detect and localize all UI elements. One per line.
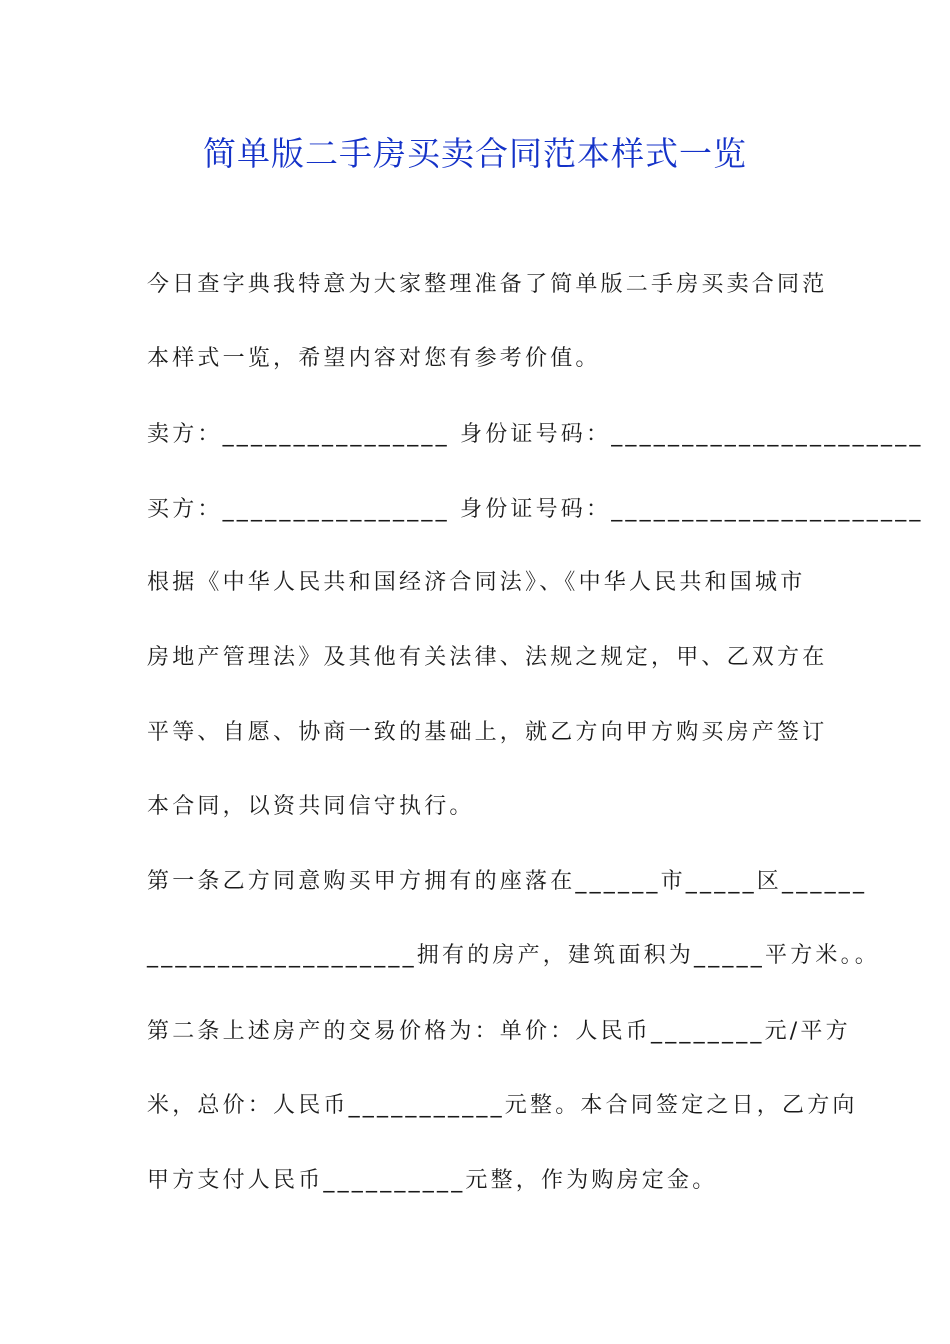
intro-line-1: 今日查字典我特意为大家整理准备了简单版二手房买卖合同范 [147,272,828,297]
article-2-line-3: 甲方支付人民币__________元整，作为购房定金。 [147,1168,718,1193]
buyer-field-line: 买方：________________ 身份证号码：______________________ [147,497,924,522]
article-2-line-2: 米，总价：人民币___________元整。本合同签定之日，乙方向 [147,1093,858,1118]
article-1-line-1: 第一条乙方同意购买甲方拥有的座落在______市_____区______ [147,869,868,894]
document-title: 简单版二手房买卖合同范本样式一览 [203,134,747,173]
preamble-line-2: 房地产管理法》及其他有关法律、法规之规定，甲、乙双方在 [147,645,828,670]
preamble-line-4: 本合同，以资共同信守执行。 [147,794,475,819]
article-1-line-2: ___________________拥有的房产，建筑面积为_____平方米。。 [147,943,881,968]
preamble-line-1: 根据《中华人民共和国经济合同法》、《中华人民共和国城市 [147,570,806,595]
article-2-line-1: 第二条上述房产的交易价格为：单价：人民币________元/平方 [147,1019,851,1044]
intro-line-2: 本样式一览，希望内容对您有参考价值。 [147,346,601,371]
seller-field-line: 卖方：________________ 身份证号码：______________________ [147,422,924,447]
preamble-line-3: 平等、自愿、协商一致的基础上，就乙方向甲方购买房产签订 [147,720,828,745]
